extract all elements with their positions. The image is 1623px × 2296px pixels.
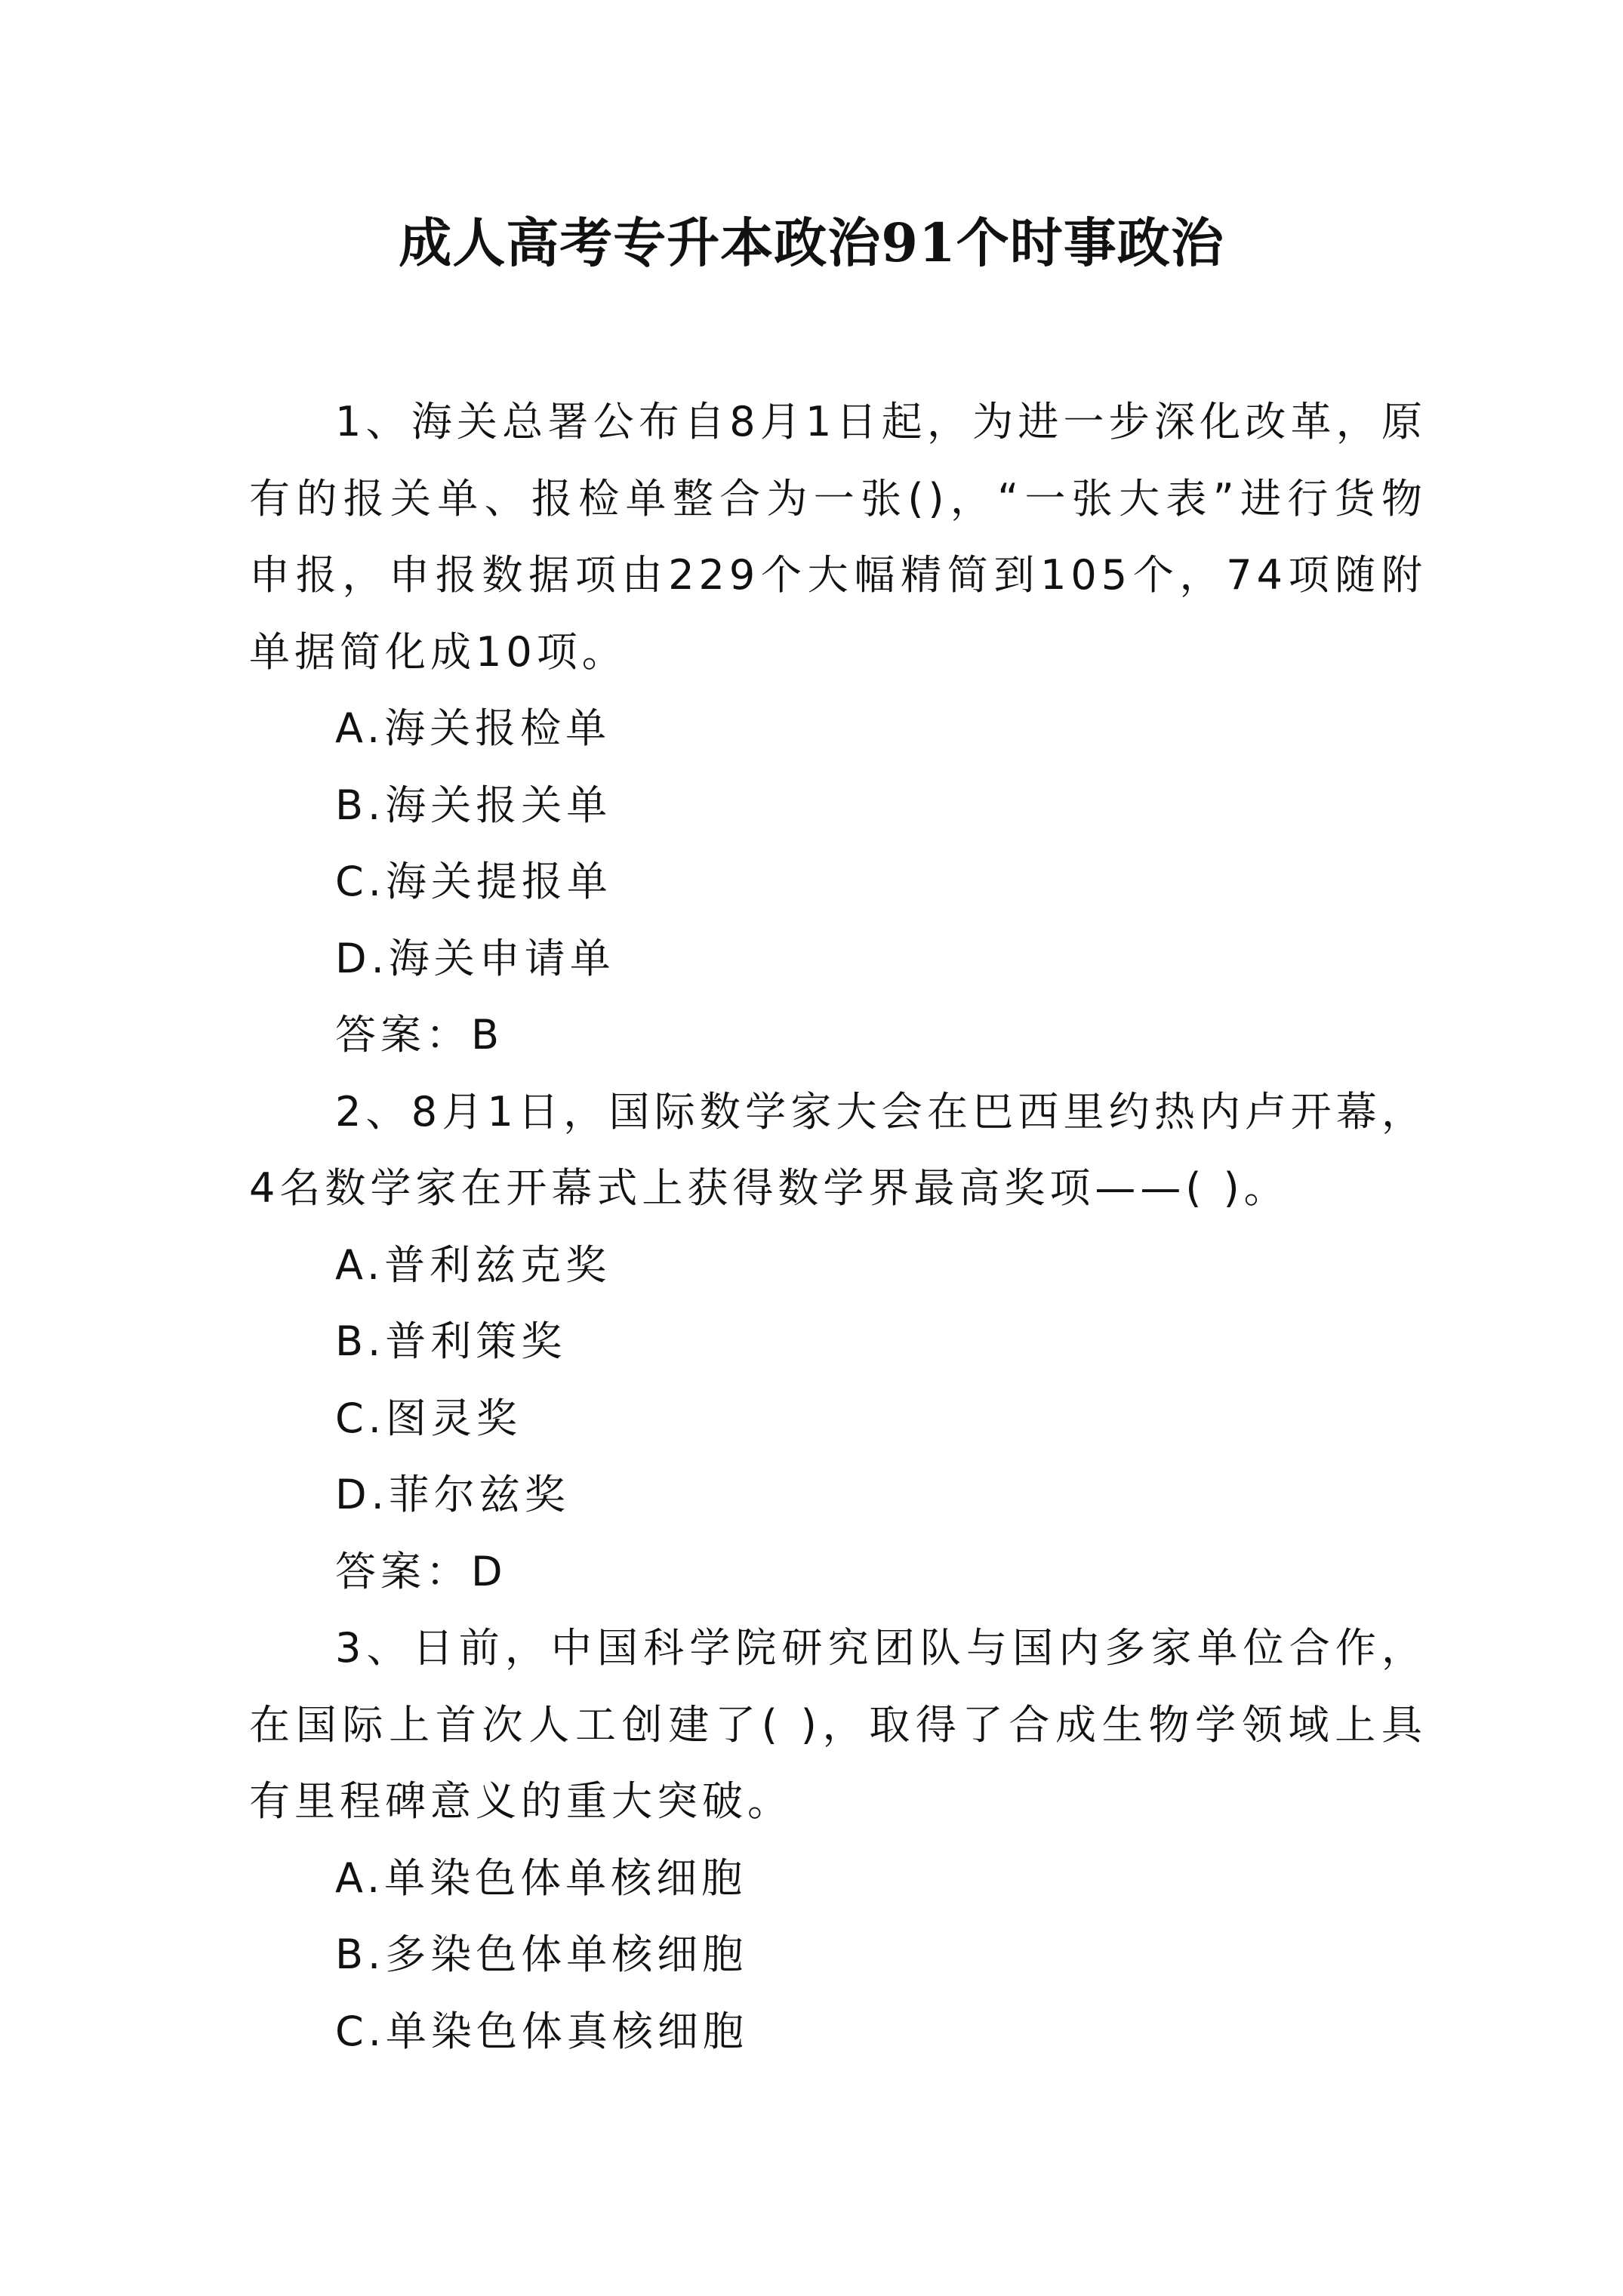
option-b: B.海关报关单 <box>335 781 612 829</box>
answer: 答案：D <box>335 1547 507 1595</box>
option-d: D.海关申请单 <box>335 934 615 982</box>
question-stem: 3、日前，中国科学院研究团队与国内多家单位合作，在国际上首次人工创建了( )，取得了合成生物学领域上具有里程碑意义的重大突破。 <box>249 1624 1427 1825</box>
option-c: C.单染色体真核细胞 <box>335 2007 748 2055</box>
question-3 <box>249 1610 1427 2069</box>
option-a: A.普利兹克奖 <box>335 1240 611 1289</box>
document-title: 成人高考专升本政治91个时事政治 <box>399 211 1224 274</box>
option-c: C.图灵奖 <box>335 1394 522 1442</box>
option-b: B.普利策奖 <box>335 1318 567 1365</box>
option-a: A.单染色体单核细胞 <box>335 1854 747 1902</box>
question-stem: 1、海关总署公布自8月1日起，为进一步深化改革，原有的报关单、报检单整合为一张()，“一张大表”进行货物申报，申报数据项由229个大幅精简到105个，74项随附单据简化成10项。 <box>249 398 1427 676</box>
question-1 <box>249 384 1427 1074</box>
answer: 答案：B <box>335 1011 504 1059</box>
document-body <box>249 384 1427 2069</box>
option-a: A.海关报检单 <box>335 704 611 752</box>
option-d: D.菲尔兹奖 <box>335 1471 570 1518</box>
option-c: C.海关提报单 <box>335 858 612 905</box>
option-b: B.多染色体单核细胞 <box>335 1931 748 1978</box>
question-stem: 2、8月1日，国际数学家大会在巴西里约热内卢开幕，4名数学家在开幕式上获得数学界最高奖项——( )。 <box>249 1087 1427 1212</box>
question-2 <box>249 1074 1427 1610</box>
